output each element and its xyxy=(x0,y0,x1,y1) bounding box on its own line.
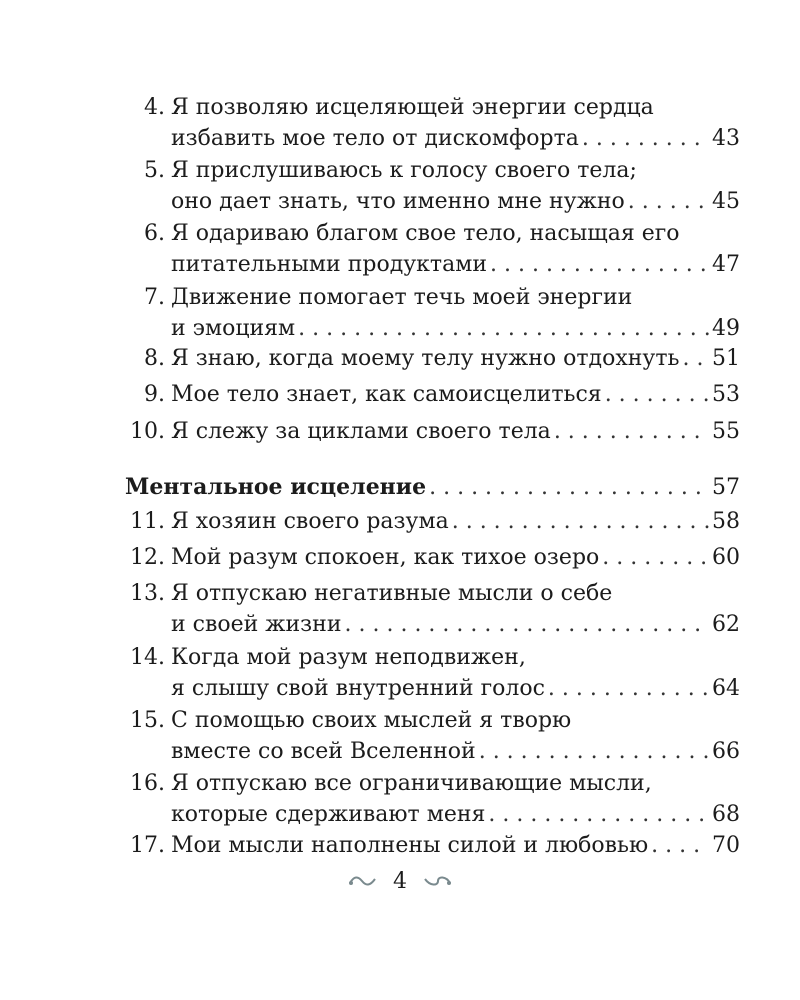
entry-page: 58 xyxy=(712,509,740,534)
toc-entry xyxy=(125,830,740,861)
leader-dots xyxy=(683,343,709,374)
entry-page: 53 xyxy=(712,382,740,407)
toc-entry xyxy=(125,416,740,447)
right-flourish-icon xyxy=(422,874,452,888)
entry-page: 68 xyxy=(712,802,740,827)
entry-title: Движение помогает течь моей энергии xyxy=(171,285,633,310)
entry-number: 13. xyxy=(130,581,165,606)
toc-entry xyxy=(125,282,740,344)
entry-title: Я отпускаю все ограничивающие мысли, xyxy=(171,771,652,796)
leader-dots xyxy=(490,249,709,280)
entry-page: 45 xyxy=(712,189,740,214)
entry-title-cont: и своей жизни xyxy=(171,612,342,637)
entry-number: 11. xyxy=(130,509,165,534)
entry-number: 4. xyxy=(144,95,165,120)
entry-number: 6. xyxy=(144,221,165,246)
entry-page: 60 xyxy=(712,545,740,570)
entry-title: Мой разум спокоен, как тихое озеро xyxy=(171,545,600,570)
entry-number: 16. xyxy=(130,771,165,796)
leader-dots xyxy=(582,123,709,154)
toc-entry xyxy=(125,705,740,767)
entry-title-cont: вместе со всей Вселенной xyxy=(171,739,476,764)
entry-number: 7. xyxy=(144,285,165,310)
entry-number: 5. xyxy=(144,158,165,183)
leader-dots xyxy=(628,186,709,217)
entry-title: Когда мой разум неподвижен, xyxy=(171,645,526,670)
leader-dots xyxy=(452,506,709,537)
entry-title-cont: которые сдерживают меня xyxy=(171,802,486,827)
left-flourish-icon xyxy=(348,874,378,888)
toc-entry xyxy=(125,343,740,374)
entry-page: 66 xyxy=(712,739,740,764)
leader-dots xyxy=(479,736,709,767)
entry-number: 8. xyxy=(144,346,165,371)
entry-page: 49 xyxy=(712,316,740,341)
toc-entry xyxy=(125,642,740,704)
leader-dots xyxy=(429,472,709,503)
entry-number: 14. xyxy=(130,645,165,670)
leader-dots xyxy=(605,379,709,410)
toc-entry xyxy=(125,379,740,410)
entry-title: Я прислушиваюсь к голосу своего тела; xyxy=(171,158,637,183)
entry-page: 51 xyxy=(712,346,740,371)
toc-entry xyxy=(125,506,740,537)
entry-title: С помощью своих мыслей я творю xyxy=(171,708,572,733)
entry-page: 47 xyxy=(712,252,740,277)
entry-title: Мое тело знает, как самоисцелиться xyxy=(171,382,602,407)
entry-page: 70 xyxy=(712,833,740,858)
entry-page: 43 xyxy=(712,126,740,151)
toc-entry xyxy=(125,92,740,154)
entry-number: 17. xyxy=(130,833,165,858)
toc-section-heading xyxy=(125,472,740,503)
entry-title: Я слежу за циклами своего тела xyxy=(171,419,551,444)
entry-title: Я отпускаю негативные мысли о себе xyxy=(171,581,613,606)
entry-title-cont: оно дает знать, что именно мне нужно xyxy=(171,189,625,214)
toc-entry xyxy=(125,542,740,573)
section-page: 57 xyxy=(712,475,740,500)
entry-title-cont: я слышу свой внутренний голос xyxy=(171,676,545,701)
toc-entry xyxy=(125,578,740,640)
entry-number: 9. xyxy=(144,382,165,407)
entry-page: 64 xyxy=(712,676,740,701)
toc-entry xyxy=(125,218,740,280)
leader-dots xyxy=(488,799,709,830)
entry-title-cont: избавить мое тело от дискомфорта xyxy=(171,126,579,151)
entry-page: 62 xyxy=(712,612,740,637)
entry-title-cont: питательными продуктами xyxy=(171,252,487,277)
entry-title: Мои мысли наполнены силой и любовью xyxy=(171,833,649,858)
leader-dots xyxy=(548,673,709,704)
entry-title: Я позволяю исцеляющей энергии сердца xyxy=(171,95,654,120)
toc-entry xyxy=(125,155,740,217)
entry-title: Я знаю, когда моему телу нужно отдохнуть xyxy=(171,346,680,371)
toc-entry xyxy=(125,768,740,830)
leader-dots xyxy=(651,830,709,861)
entry-title-cont: и эмоциям xyxy=(171,316,296,341)
leader-dots xyxy=(298,313,709,344)
leader-dots xyxy=(554,416,709,447)
leader-dots xyxy=(602,542,709,573)
entry-number: 10. xyxy=(130,419,165,444)
page-footer xyxy=(0,868,800,894)
entry-title: Я хозяин своего разума xyxy=(171,509,449,534)
leader-dots xyxy=(345,609,709,640)
entry-title: Я одариваю благом свое тело, насыщая его xyxy=(171,221,680,246)
entry-number: 12. xyxy=(130,545,165,570)
page-number: 4 xyxy=(393,868,407,894)
section-title: Ментальное исцеление xyxy=(125,474,427,500)
entry-number: 15. xyxy=(130,708,165,733)
entry-page: 55 xyxy=(712,419,740,444)
